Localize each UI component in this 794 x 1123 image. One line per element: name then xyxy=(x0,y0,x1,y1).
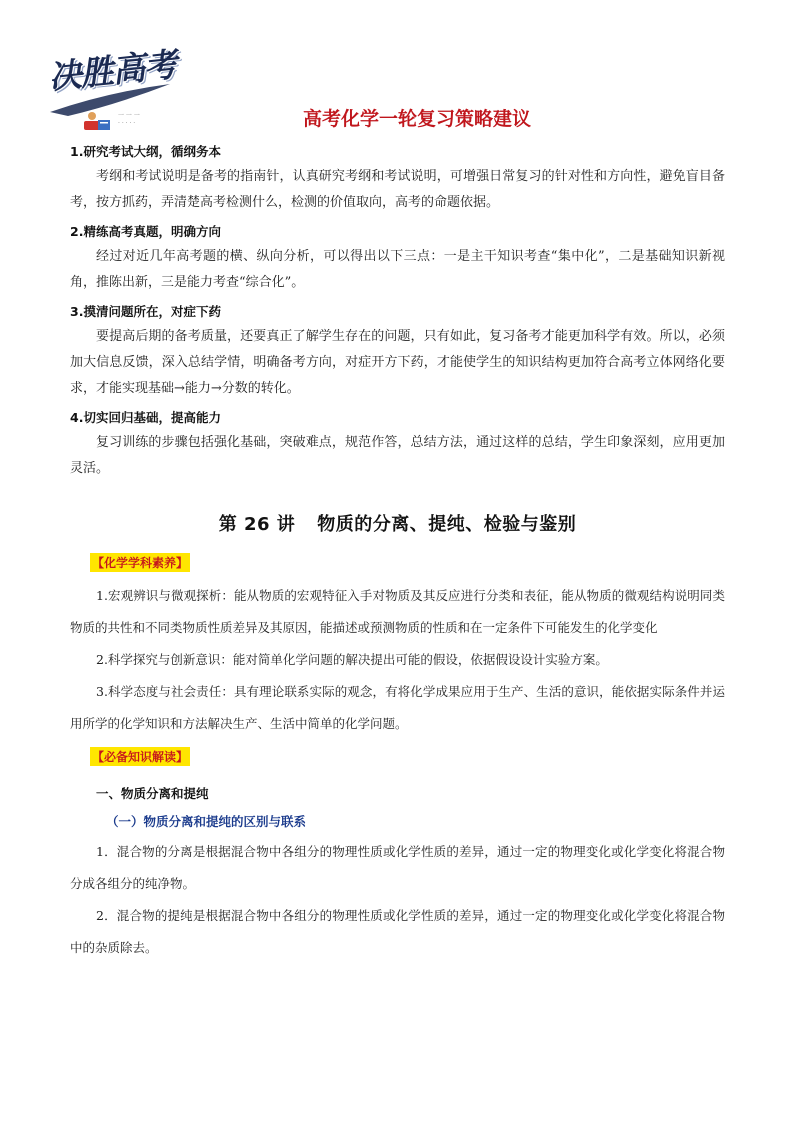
lecture-name: 物质的分离、提纯、检验与鉴别 xyxy=(317,514,577,535)
logo-caption: 一 一 一 · · · · · xyxy=(118,112,140,127)
literacy-tag: 【化学学科素养】 xyxy=(90,553,190,572)
literacy-item-1: 1.宏观辨识与微观探析：能从物质的宏观特征入手对物质及其反应进行分类和表征，能从物质的微观结构说明同类物质的共性和不同类物质性质差异及其原因，能描述或预测物质的性质和在一定条件下可能发生的化学变化 xyxy=(70,588,725,635)
knowledge-tag: 【必备知识解读】 xyxy=(90,747,190,766)
strategy-heading-3: 3.摸清问题所在，对症下药 xyxy=(70,304,221,319)
knowledge-item-1: 1．混合物的分离是根据混合物中各组分的物理性质或化学性质的差异，通过一定的物理变化或化学变化将混合物分成各组分的纯净物。 xyxy=(70,844,725,891)
strategy-heading-2: 2.精练高考真题，明确方向 xyxy=(70,224,221,239)
knowledge-item-2: 2．混合物的提纯是根据混合物中各组分的物理性质或化学性质的差异，通过一定的物理变化或化学变化将混合物中的杂质除去。 xyxy=(70,908,725,955)
subsection-heading: （一）物质分离和提纯的区别与联系 xyxy=(106,814,307,829)
strategy-heading-1: 1.研究考试大纲，循纲务本 xyxy=(70,144,221,159)
page-title: 高考化学一轮复习策略建议 xyxy=(302,108,531,130)
strategy-text-2: 经过对近几年高考题的横、纵向分析，可以得出以下三点：一是主干知识考查“集中化”，二是基础知识新视角，推陈出新，三是能力考查“综合化”。 xyxy=(70,249,725,290)
strategy-heading-4: 4.切实回归基础，提高能力 xyxy=(70,410,221,425)
lecture-title xyxy=(70,510,725,536)
literacy-item-2: 2.科学探究与创新意识：能对简单化学问题的解决提出可能的假设，依据假设设计实验方案。 xyxy=(96,652,608,667)
literacy-item-3: 3.科学态度与社会责任：具有理论联系实际的观念，有将化学成果应用于生产、生活的意识，能依据实际条件并运用所学的化学知识和方法解决生产、生活中简单的化学问题。 xyxy=(70,684,725,731)
strategy-text-3: 要提高后期的备考质量，还要真正了解学生存在的问题，只有如此，复习备考才能更加科学有效。所以，必须加大信息反馈，深入总结学情，明确备考方向，对症开方下药，才能使学生的知识结构更加符合高考立体网络化要求，才能实现基础→能力→分数的转化。 xyxy=(70,329,725,396)
literacy-section xyxy=(70,552,725,740)
strategy-text-1: 考纲和考试说明是备考的指南针，认真研究考纲和考试说明，可增强日常复习的针对性和方向性，避免盲目备考，按方抓药，弄清楚高考检测什么，检测的价值取向，高考的命题依据。 xyxy=(70,169,725,210)
lecture-number: 第 26 讲 xyxy=(218,514,296,535)
section-heading: 一、物质分离和提纯 xyxy=(96,786,209,801)
strategy-text-4: 复习训练的步骤包括强化基础，突破难点，规范作答，总结方法，通过这样的总结，学生印象深刻，应用更加灵活。 xyxy=(70,435,725,476)
logo-text: 决胜高考 xyxy=(46,44,179,97)
document-body xyxy=(70,140,725,964)
strategy-section xyxy=(70,140,725,482)
knowledge-section xyxy=(70,746,725,964)
